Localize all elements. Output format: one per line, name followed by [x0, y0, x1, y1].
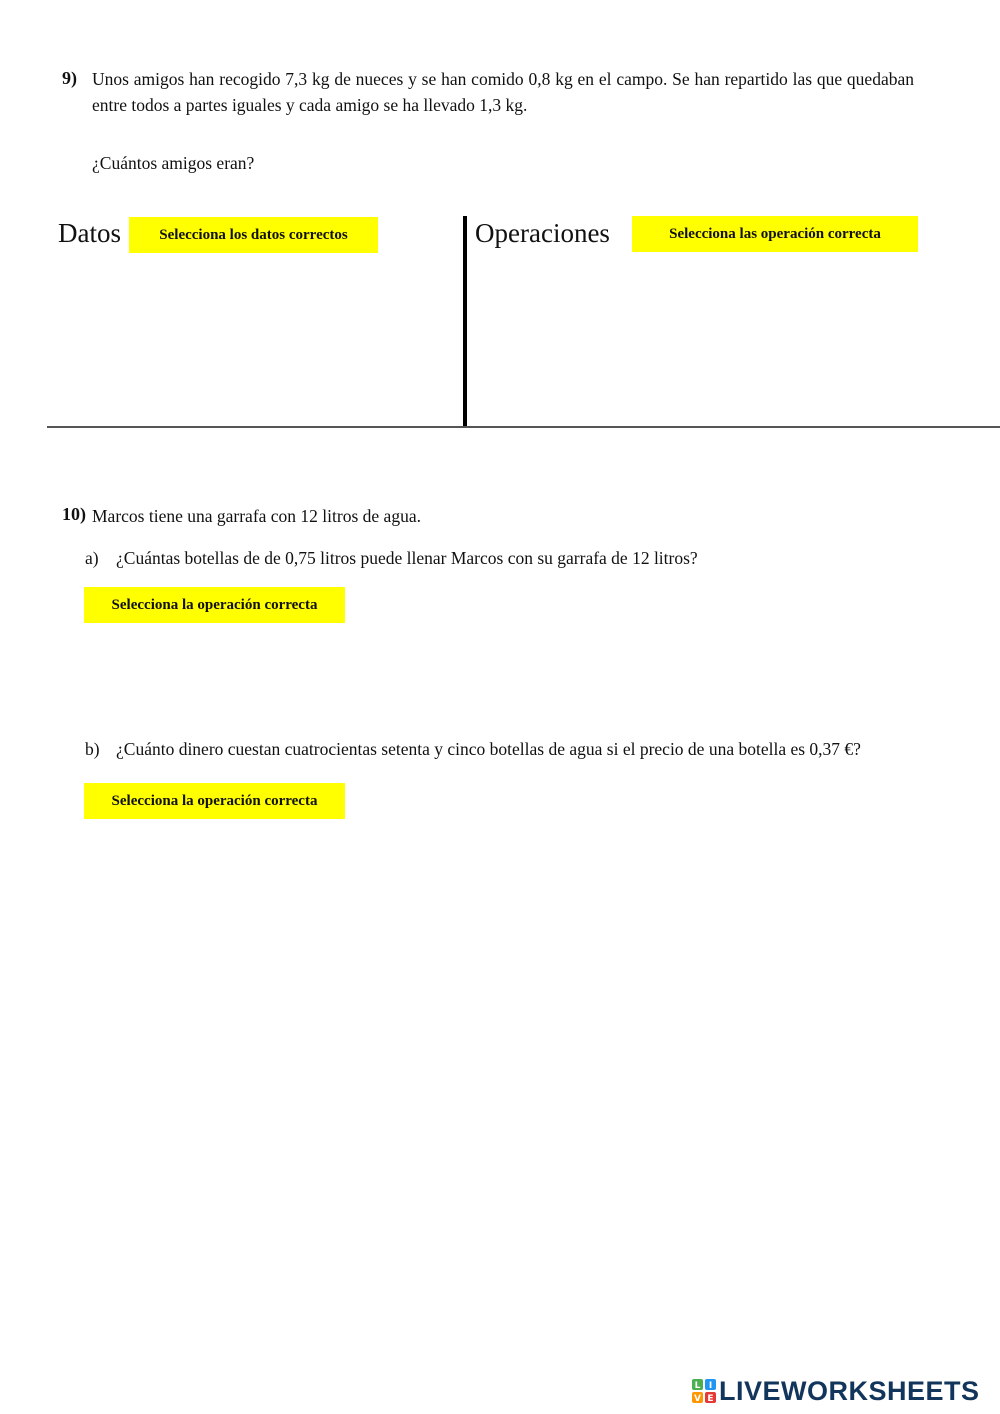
liveworksheets-logo [692, 1376, 990, 1408]
datos-select-dropdown[interactable]: Selecciona los datos correctos [129, 217, 378, 253]
liveworksheets-wordmark: LIVEWORKSHEETS [719, 1376, 980, 1406]
operaciones-select-dropdown[interactable]: Selecciona las operación correcta [632, 216, 918, 252]
question-10b-select-dropdown[interactable]: Selecciona la operación correcta [84, 783, 345, 819]
question-10-number: 10) [62, 504, 86, 524]
question-10-intro: Marcos tiene una garrafa con 12 litros de agua. [92, 506, 421, 526]
operaciones-heading: Operaciones [475, 218, 610, 248]
section-divider-horizontal [47, 426, 1000, 428]
datos-heading: Datos [58, 218, 121, 248]
svg-text:E: E [707, 1394, 714, 1403]
svg-text:I: I [708, 1381, 713, 1391]
question-9-number: 9) [62, 68, 77, 88]
question-10a-label: a) [85, 548, 99, 568]
question-10a-select-dropdown[interactable]: Selecciona la operación correcta [84, 587, 345, 623]
question-10b-text: ¿Cuánto dinero cuestan cuatrocientas setenta y cinco botellas de agua si el precio de una botella es 0,37 €? [116, 739, 861, 759]
svg-text:L: L [694, 1381, 701, 1391]
question-10a-text: ¿Cuántas botellas de de 0,75 litros puede llenar Marcos con su garrafa de 12 litros? [116, 548, 698, 568]
liveworksheets-grid-icon [692, 1379, 716, 1403]
question-10b-label: b) [85, 739, 100, 759]
section-divider-vertical [463, 216, 467, 427]
svg-text:V: V [694, 1394, 701, 1403]
question-9-prompt: ¿Cuántos amigos eran? [92, 153, 255, 173]
question-9-text: Unos amigos han recogido 7,3 kg de nueces y se han comido 0,8 kg en el campo. Se han repartido las que quedaban entre todos a partes iguales y cada amigo se ha llevado 1,3 kg. [92, 69, 914, 115]
